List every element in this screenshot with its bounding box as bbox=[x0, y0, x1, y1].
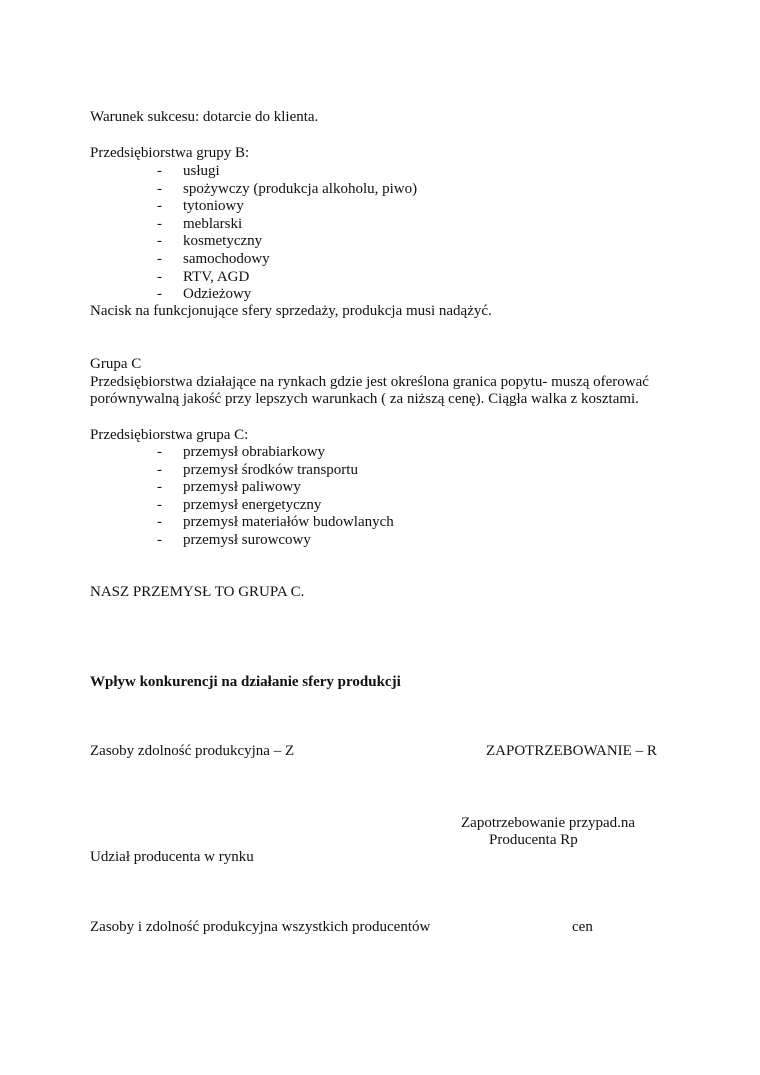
resources-z-label: Zasoby zdolność produkcyjna – Z bbox=[90, 743, 295, 759]
success-condition-text: Warunek sukcesu: dotarcie do klienta. bbox=[90, 109, 319, 125]
all-producers-capacity-label: Zasoby i zdolność produkcyjna wszystkich producentów bbox=[90, 919, 431, 935]
group-c-label: Grupa C bbox=[90, 356, 142, 372]
list-item: - przemysł energetyczny bbox=[157, 496, 322, 513]
list-item: - przemysł środków transportu bbox=[157, 461, 358, 478]
list-bullet: - bbox=[157, 163, 162, 179]
list-bullet: - bbox=[157, 479, 162, 496]
group-c-conclusion: NASZ PRZEMYSŁ TO GRUPA C. bbox=[90, 584, 305, 600]
list-item: - spożywczy (produkcja alkoholu, piwo) bbox=[157, 180, 418, 197]
group-c-description-line-2: porównywalną jakość przy lepszych warunkach ( za niższą cenę). Ciągła walka z kosztami. bbox=[90, 391, 639, 407]
list-bullet: - bbox=[157, 496, 162, 513]
list-item: - tytoniowy bbox=[157, 198, 244, 215]
market-share-label: Udział producenta w rynku bbox=[90, 849, 254, 865]
cen-label: cen bbox=[572, 919, 593, 935]
list-bullet: - bbox=[157, 531, 162, 548]
producer-demand-line-1: Zapotrzebowanie przypad.na bbox=[461, 815, 636, 831]
list-item: - samochodowy bbox=[157, 250, 270, 267]
list-bullet: - bbox=[157, 198, 162, 215]
list-item: - meblarski bbox=[157, 215, 243, 232]
group-c-description-line-1: Przedsiębiorstwa działające na rynkach gdzie jest określona granica popytu- muszą oferować bbox=[90, 374, 649, 390]
list-bullet: - bbox=[157, 180, 162, 197]
list-item: - kosmetyczny bbox=[157, 233, 263, 250]
group-b-heading: Przedsiębiorstwa grupy B: bbox=[90, 145, 250, 161]
list-item: - przemysł paliwowy bbox=[157, 479, 301, 496]
list-bullet: - bbox=[157, 233, 162, 250]
list-item: - usługi bbox=[157, 163, 220, 179]
list-bullet: - bbox=[157, 286, 162, 303]
demand-r-label: ZAPOTRZEBOWANIE – R bbox=[486, 743, 657, 759]
list-item: - przemysł obrabiarkowy bbox=[157, 444, 326, 460]
list-bullet: - bbox=[157, 215, 162, 232]
producer-demand-line-2: Producenta Rp bbox=[489, 832, 578, 848]
group-c-heading: Przedsiębiorstwa grupa C: bbox=[90, 427, 249, 443]
competition-section-title: Wpływ konkurencji na działanie sfery produkcji bbox=[90, 674, 401, 690]
list-item: - przemysł materiałów budowlanych bbox=[157, 514, 394, 531]
group-b-note: Nacisk na funkcjonujące sfery sprzedaży, produkcja musi nadążyć. bbox=[90, 303, 492, 319]
list-bullet: - bbox=[157, 268, 162, 285]
list-bullet: - bbox=[157, 461, 162, 478]
group-b-list bbox=[157, 163, 417, 304]
list-item: - Odzieżowy bbox=[157, 286, 252, 303]
list-item: - RTV, AGD bbox=[157, 268, 250, 285]
list-item: - przemysł surowcowy bbox=[157, 531, 311, 548]
list-bullet: - bbox=[157, 250, 162, 267]
list-bullet: - bbox=[157, 444, 162, 460]
group-c-list bbox=[157, 444, 394, 550]
list-bullet: - bbox=[157, 514, 162, 531]
